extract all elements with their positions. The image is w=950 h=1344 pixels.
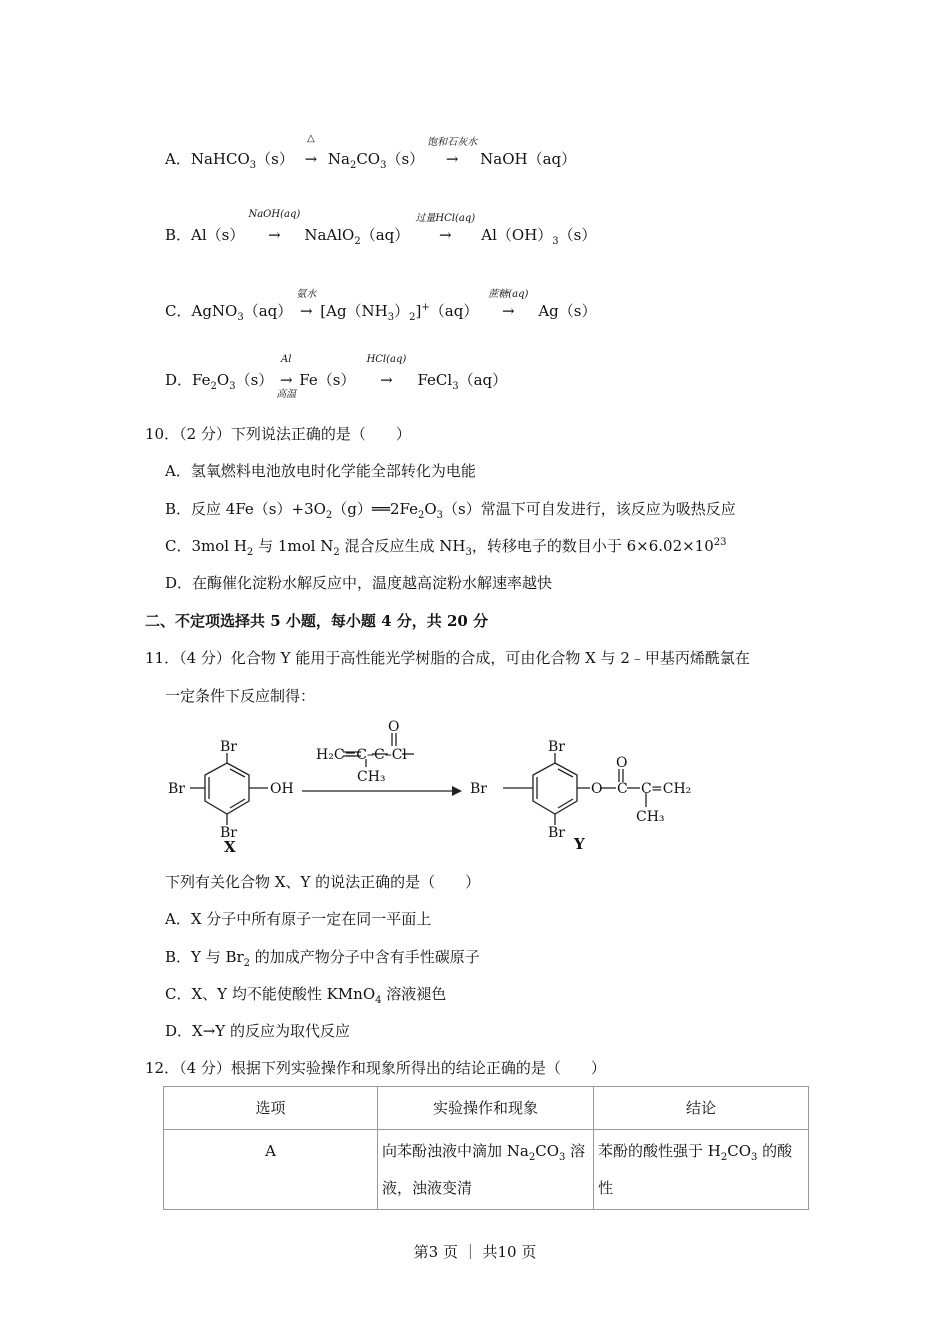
y-ch2: =CH₂ bbox=[651, 781, 692, 797]
header-conclusion: 结论 bbox=[594, 1087, 809, 1130]
q11-question: 下列有关化合物 X、Y 的说法正确的是（ ） bbox=[165, 873, 481, 891]
reaction-arrow: HCl(aq) → bbox=[366, 354, 407, 389]
y-br-top: Br bbox=[548, 739, 565, 755]
q11-option-b: B．Y 与 $Br_2$ 的加成产物分子中含有手性碳原子 bbox=[165, 948, 480, 969]
q10-option-a: A．氢氧燃料电池放电时化学能全部转化为电能 bbox=[165, 462, 476, 480]
q11-option-c: C．X、Y 均不能使酸性 KMnO$_4$ 溶液褪色 bbox=[165, 985, 447, 1006]
q9-option-a: A．NaHCO$_3$（s） △ → $Na_2CO_3(s)$ 饱和石灰水 → NaOH（aq） bbox=[165, 133, 577, 171]
y-label: Y bbox=[574, 835, 585, 853]
benzene-ring-y bbox=[533, 763, 577, 814]
section-heading: 二、不定项选择共 5 小题，每小题 4 分，共 20 分 bbox=[145, 612, 489, 630]
y-o-top: O bbox=[616, 755, 628, 771]
table-header-row bbox=[164, 1087, 809, 1130]
header-option: 选项 bbox=[164, 1087, 378, 1130]
reaction-arrow: Al 高温 → bbox=[276, 354, 297, 400]
q11-stem-line1: 11．（4 分）化合物 Y 能用于高性能光学树脂的合成，可由化合物 X 与 2﹣甲基丙烯酰氯在 bbox=[145, 649, 750, 667]
q11-stem-line2: 一定条件下反应制得： bbox=[165, 687, 316, 705]
q10-option-b: B．反应 $4Fe(s)+3O_2(g)══2Fe_2O_3(s)$常温下可自发进行，该反应为吸热反应 bbox=[165, 500, 736, 521]
row-conclusion: 苯酚的酸性强于 $H_2CO_3$ 的酸性 bbox=[594, 1130, 809, 1210]
reagent-o: O bbox=[388, 719, 400, 735]
x-oh: OH bbox=[270, 781, 294, 797]
reaction-arrow: 饱和石灰水 → bbox=[427, 137, 478, 168]
table-row bbox=[164, 1130, 809, 1210]
reaction-arrow: △ → bbox=[304, 133, 318, 168]
experiment-table bbox=[163, 1086, 809, 1210]
y-c: C bbox=[617, 781, 628, 797]
header-operation: 实验操作和现象 bbox=[378, 1087, 594, 1130]
y-br-left: Br bbox=[470, 781, 487, 797]
q9-option-d: D．$Fe_2O_3(s)$ Al 高温 → Fe（s） HCl(aq) → FeCl$_3$（aq） bbox=[165, 354, 508, 400]
x-br-bottom: Br bbox=[220, 825, 237, 841]
reagent-ch3: CH₃ bbox=[357, 769, 386, 785]
q11-option-d: D．X→Y 的反应为取代反应 bbox=[165, 1022, 350, 1040]
y-ch3: CH₃ bbox=[636, 809, 665, 825]
benzene-ring-x bbox=[205, 763, 249, 814]
q12-stem: 12．（4 分）根据下列实验操作和现象所得出的结论正确的是（ ） bbox=[145, 1059, 606, 1077]
y-br-bottom: Br bbox=[548, 825, 565, 841]
q9-option-b: B．Al（s） NaOH(aq) → NaAlO$_2$（aq） 过量HCl(aq) → $Al(OH)_3(s)$ bbox=[165, 209, 597, 247]
arrow-head bbox=[452, 786, 462, 796]
q10-option-c: C．3mol $H_2$ 与 1mol $N_2$ 混合反应生成 $NH_3$，转移电子的数目小于 $6\times 6.02\times 10^{23}$ bbox=[165, 537, 727, 558]
x-br-top: Br bbox=[220, 739, 237, 755]
q11-option-a: A．X 分子中所有原子一定在同一平面上 bbox=[165, 910, 432, 928]
page-footer: 第3 页 ｜ 共10 页 bbox=[413, 1243, 537, 1261]
y-c2: C bbox=[641, 781, 652, 797]
x-label: X bbox=[224, 838, 236, 856]
reaction-arrow: 蔗糖(aq) → bbox=[488, 289, 529, 320]
reaction-scheme bbox=[160, 715, 700, 865]
x-br-left: Br bbox=[168, 781, 185, 797]
row-operation: 向苯酚浊液中滴加 $Na_2CO_3$ 溶液，浊液变清 bbox=[378, 1130, 594, 1210]
reaction-arrow: NaOH(aq) → bbox=[248, 209, 301, 244]
q10-option-d: D．在酶催化淀粉水解反应中，温度越高淀粉水解速率越快 bbox=[165, 574, 553, 592]
q10-stem: 10．（2 分）下列说法正确的是（ ） bbox=[145, 425, 411, 443]
q9-option-c: C．AgNO$_3$（aq） 氨水 → $[Ag(NH_3)_2]^+(aq)$ 蔗糖(aq) → Ag（s） bbox=[165, 289, 597, 323]
row-option: A bbox=[164, 1130, 378, 1210]
reagent-formula: H₂C=C–C–Cl bbox=[316, 747, 407, 763]
y-o: O bbox=[591, 781, 603, 797]
reaction-arrow: 过量HCl(aq) → bbox=[415, 213, 476, 244]
reaction-arrow: 氨水 → bbox=[296, 289, 317, 320]
